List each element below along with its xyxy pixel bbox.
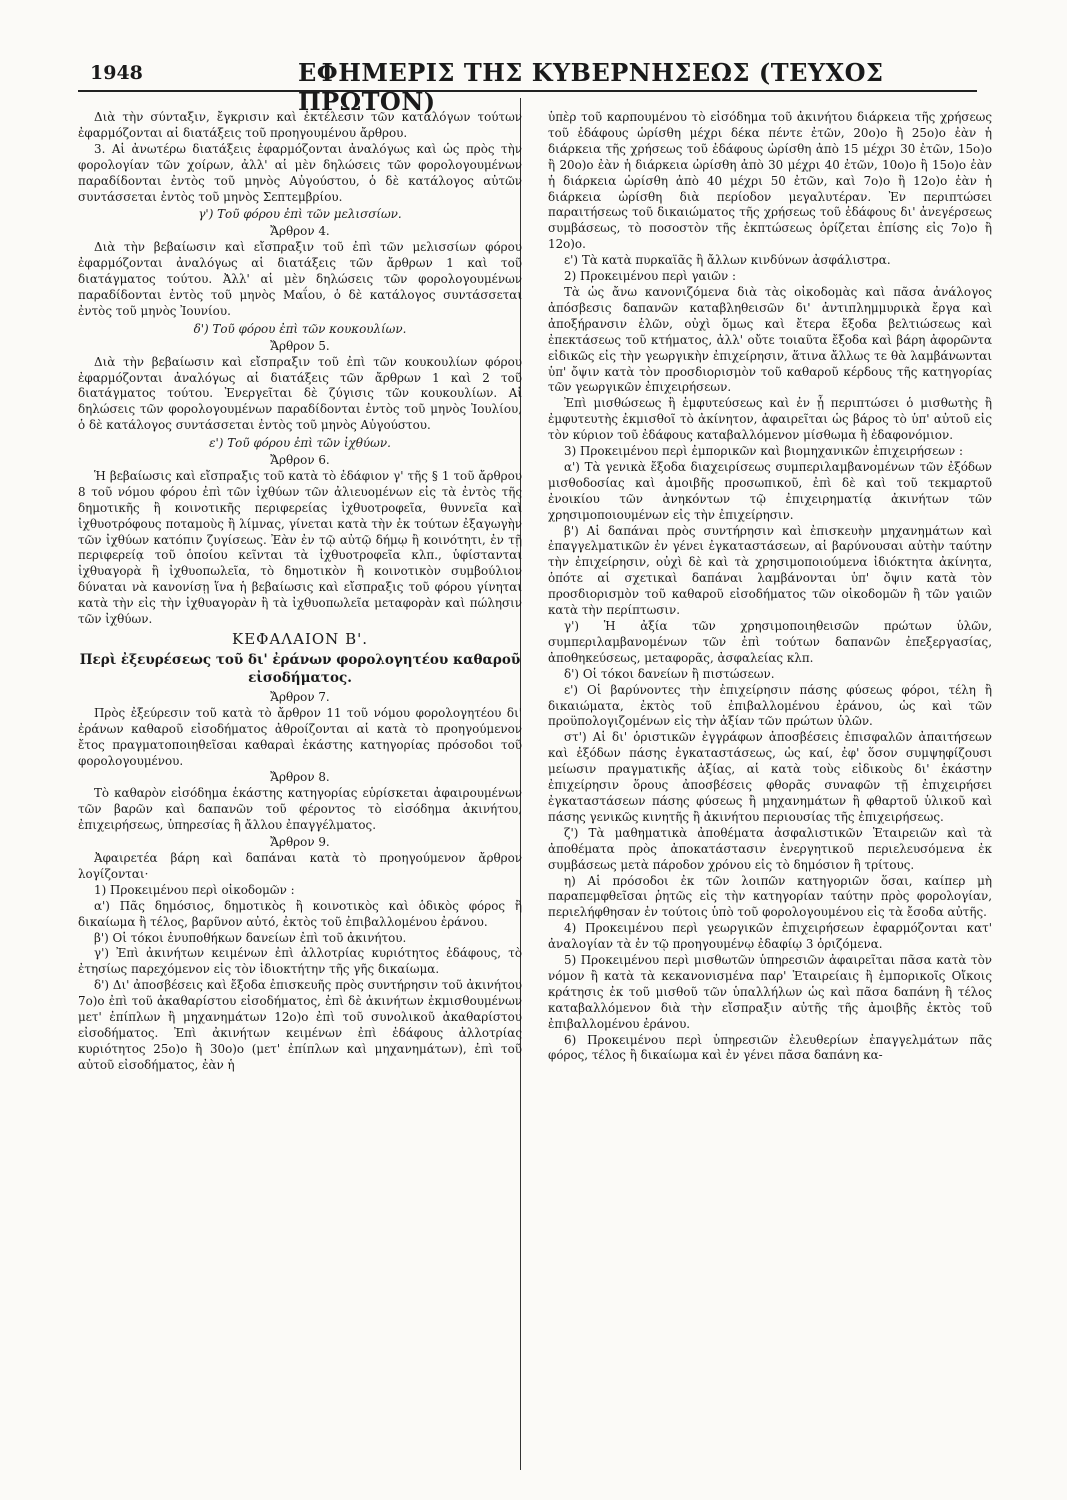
paragraph: Ἀφαιρετέα βάρη καὶ δαπάναι κατὰ τὸ προηγούμενον ἄρθρον λογίζονται·: [78, 850, 522, 881]
paragraph: ὑπὲρ τοῦ καρπουμένου τὸ εἰσόδημα τοῦ ἀκινήτου διάρκεια τῆς χρήσεως τοῦ ἐδάφους ὡρίσθη μέχρι δέκα πέντε ἐτῶν, 20ο)ο ἢ 25ο)ο ἐὰν ἡ διάρκεια τῆς χρήσεως τοῦ ἐδάφους ὡρίσθη ἀπὸ 15 μέχρι 30 ἐτῶν, 15ο)ο ἢ 20ο)ο ἐὰν ἡ διάρκεια ὡρίσθη ἀπὸ 30 μέχρι 40 ἐτῶν, 10ο)ο ἢ 15ο)ο ἐὰν ἡ διάρκεια ὡρίσθη ἀπὸ 40 μέχρι 50 ἐτῶν, καὶ 7ο)ο ἢ 12ο)ο ἐὰν ἡ διάρκεια ὡρίσθη διὰ περίοδον μεγαλυτέραν. Ἐν περιπτώσει παραιτήσεως τοῦ δικαιώματος τῆς χρήσεως τοῦ ἐδάφους δι' ἀνεγέρσεως συμβάσεως, τὸ ποσοστὸν τῆς ἐκπτώσεως ὁρίζεται ἐπίσης εἰς 7ο)ο ἢ 12ο)ο.: [548, 110, 992, 252]
paragraph: Τὸ καθαρὸν εἰσόδημα ἑκάστης κατηγορίας εὑρίσκεται ἀφαιρουμένων τῶν βαρῶν καὶ δαπανῶν τοῦ φέροντος τὸ εἰσόδημα ἀκινήτου, ἐπιχειρήσεως, ὑπηρεσίας ἢ ἄλλου ἐπαγγέλματος.: [78, 786, 522, 833]
article-heading-7: Ἄρθρον 7.: [270, 689, 330, 704]
article-heading-5: Ἄρθρον 5.: [270, 338, 330, 353]
paragraph: 5) Προκειμένου περὶ μισθωτῶν ὑπηρεσιῶν ἀφαιρεῖται πᾶσα κατὰ τὸν νόμον ἢ κατὰ τὰ κεκανονισμένα παρ' Ἑταιρείαις ἢ ἐμπορικοῖς Οἴκοις κράτησις ἐκ τοῦ μισθοῦ τῶν ὑπαλλήλων ὡς καὶ πᾶσα δαπάνη ἢ τέλος καταβαλλόμενον διὰ τὴν εἴσπραξιν αὐτῆς τῆς ἀμοιβῆς ἐκτὸς τοῦ ἐπιβαλλομένου ἐράνου.: [548, 953, 992, 1031]
paragraph: Διὰ τὴν σύνταξιν, ἔγκρισιν καὶ ἐκτέλεσιν τῶν καταλόγων τούτων ἐφαρμόζονται αἱ διατάξεις τοῦ προηγουμένου ἄρθρου.: [78, 110, 522, 140]
chapter-subtitle: Περὶ ἐξευρέσεως τοῦ δι' ἐράνων φορολογητέου καθαροῦ εἰσοδήματος.: [79, 651, 521, 686]
paragraph: δ') Δι' ἀποσβέσεις καὶ ἔξοδα ἐπισκευῆς πρὸς συντήρησιν τοῦ ἀκινήτου 7ο)ο ἐπὶ τοῦ ἀκαθαρίστου εἰσοδήματος, ἐπὶ δὲ ἀκινήτων ἐκμισθουμένων μετ' ἐπίπλων ἢ μηχανημάτων 12ο)ο ἐπὶ τοῦ συνολικοῦ ἀκαθαρίστου εἰσοδήματος. Ἐπὶ ἀκινήτων κειμένων ἐπὶ ἐδάφους ἀλλοτρίας κυριότητος 25ο)ο ἢ 30ο)ο (μετ' ἐπίπλων καὶ μηχανημάτων), ἐπὶ τοῦ αὐτοῦ εἰσοδήματος, ἐὰν ἡ: [78, 978, 522, 1072]
article-heading-4: Ἄρθρον 4.: [270, 224, 330, 239]
paragraph: ε') Τὰ κατὰ πυρκαϊᾶς ἢ ἄλλων κινδύνων ἀσφάλιστρα.: [564, 253, 891, 268]
paragraph: α') Πᾶς δημόσιος, δημοτικὸς ἢ κοινοτικὸς καὶ ὁδικὸς φόρος ἢ δικαίωμα ἢ τέλος, βαρῦνον αὐτό, ἐκτὸς τοῦ ἐπιβαλλομένου ἐράνου.: [78, 898, 522, 929]
paragraph: 1) Προκειμένου περὶ οἰκοδομῶν :: [94, 882, 295, 897]
paragraph: 3. Αἱ ἀνωτέρω διατάξεις ἐφαρμόζονται ἀναλόγως καὶ ὡς πρὸς τὴν φορολογίαν τῶν χοίρων, ἀλλ' αἱ μὲν δηλώσεις τῶν φορολογουμένων παραδίδονται ἐντὸς τοῦ μηνὸς Αὐγούστου, ὁ δὲ κατάλογος αὐτῶν συντάσσεται ἐντὸς τοῦ μηνὸς Σεπτεμβρίου.: [78, 141, 522, 204]
chapter-heading: ΚΕΦΑΛΑΙΟΝ Β'.: [232, 630, 368, 648]
paragraph: στ') Αἱ δι' ὁριστικῶν ἐγγράφων ἀποσβέσεις ἐπισφαλῶν ἀπαιτήσεων καὶ ἐξόδων πάσης ἐγκαταστάσεως, ὡς καί, ἐφ' ὅσον συμψηφίζουσι μείωσιν πραγματικῆς ἀξίας, αἱ κατὰ τοὺς εἰδικοὺς δι' ἑκάστην ἐπιχείρησιν ὅρους ἀποσβέσεις φθορᾶς συναφῶν τῇ ἐπιχειρήσει ἐγκαταστάσεων πάσης φύσεως ἢ μηχανημάτων ἢ φθαρτοῦ ὑλικοῦ καὶ πάσης γενικῶς κινητῆς ἢ ἀκινήτου περιουσίας τῆς ἐπιχειρήσεως.: [548, 730, 992, 824]
paragraph: Πρὸς ἐξεύρεσιν τοῦ κατὰ τὸ ἄρθρον 11 τοῦ νόμου φορολογητέου δι' ἐράνων καθαροῦ εἰσοδήματος ἀθροίζονται αἱ κατὰ τὸ προηγούμενον ἔτος πραγματοποιηθεῖσαι καθαραὶ ἑκάστης κατηγορίας πρόσοδοι τοῦ φορολογουμένου.: [78, 705, 522, 768]
paragraph: Διὰ τὴν βεβαίωσιν καὶ εἴσπραξιν τοῦ ἐπὶ τῶν κουκουλίων φόρου ἐφαρμόζονται ἀναλόγως αἱ διατάξεις τῶν ἄρθρων 1 καὶ 2 τοῦ διατάγματος τούτου. Ἐνεργεῖται δὲ ζύγισις τῶν κουκουλίων. Αἱ δηλώσεις τῶν φορολογουμένων παραδίδονται ἐντὸς τοῦ μηνὸς Ἰουλίου, ὁ δὲ κατάλογος συντάσσεται ἐντὸς τοῦ μηνὸς Αὐγούστου.: [78, 354, 522, 433]
running-title: ΕΦΗΜΕΡΙΣ ΤΗΣ ΚΥΒΕΡΝΗΣΕΩΣ (ΤΕΥΧΟΣ ΠΡΩΤΟΝ): [298, 58, 884, 116]
left-column: [78, 110, 522, 1476]
paragraph: Διὰ τὴν βεβαίωσιν καὶ εἴσπραξιν τοῦ ἐπὶ τῶν μελισσίων φόρου ἐφαρμόζονται ἀναλόγως αἱ διατάξεις τῶν ἄρθρων 1 καὶ τοῦ διατάγματος τούτου. Ἀλλ' αἱ μὲν δηλώσεις τῶν φορολογουμένων παραδίδονται ἐντὸς τοῦ μηνὸς Μαΐου, ὁ δὲ κατάλογος συντάσσεται ἐντὸς τοῦ μηνὸς Ἰουνίου.: [78, 240, 522, 318]
paragraph: β') Αἱ δαπάναι πρὸς συντήρησιν καὶ ἐπισκευὴν μηχανημάτων καὶ ἐπαγγελματικῶν ἐν γένει ἐγκαταστάσεων, αἱ βαρύνουσαι αὐτὴν ταύτην τὴν ἐπιχείρησιν, οὐχὶ δὲ καὶ τὰ χρησιμοποιούμενα ἰδιόκτητα ἀκίνητα, ὁπότε αἱ σχετικαὶ δαπάναι λαμβάνονται ὑπ' ὄψιν κατὰ τὸν προσδιορισμὸν τοῦ καθαροῦ εἰσοδήματος τῶν οἰκοδομῶν ἢ τῶν γαιῶν κατὰ τὴν περίπτωσιν.: [548, 523, 992, 618]
paragraph: δ') Οἱ τόκοι δανείων ἢ πιστώσεων.: [564, 666, 775, 681]
paragraph: ε') Οἱ βαρύνοντες τὴν ἐπιχείρησιν πάσης φύσεως φόροι, τέλη ἢ δικαιώματα, ἐκτὸς τοῦ ἐπιβαλλομένου ἐράνου, ὡς καὶ τῶν προϋπολογιζομένων εἰς τὴν ἀξίαν τῶν πρώτων ὑλῶν.: [548, 682, 992, 729]
paragraph: ζ') Τὰ μαθηματικὰ ἀποθέματα ἀσφαλιστικῶν Ἑταιρειῶν καὶ τὰ ἀποθέματα πρὸς ἀποκατάστασιν ἐνεργητικοῦ περιελευσόμενα ἐκ συμβάσεως μετὰ πάροδον χρόνου εἰς τὸ δημόσιον ἢ τρίτους.: [548, 825, 992, 872]
paragraph: γ') Ἡ ἀξία τῶν χρησιμοποιηθεισῶν πρώτων ὑλῶν, συμπεριλαμβανομένων τῶν ἐπὶ τούτων δαπανῶν ἐπεξεργασίας, ἀποθηκεύσεως, μεταφορᾶς, ἀσφαλείας κλπ.: [548, 619, 992, 665]
paragraph: γ') Ἐπὶ ἀκινήτων κειμένων ἐπὶ ἀλλοτρίας κυριότητος ἐδάφους, τὸ ἐτησίως παρεχόμενον εἰς τὸν ἰδιοκτήτην τῆς γῆς δικαίωμα.: [78, 946, 522, 977]
article-heading-9: Ἄρθρον 9.: [270, 835, 330, 850]
right-column: [548, 110, 992, 1476]
section-heading-delta: δ') Τοῦ φόρου ἐπὶ τῶν κουκουλίων.: [193, 321, 407, 336]
paragraph: Ἐπὶ μισθώσεως ἢ ἐμφυτεύσεως καὶ ἐν ᾗ περιπτώσει ὁ μισθωτὴς ἢ ἐμφυτευτὴς ἐκμισθοῖ τὸ ἀκίνητον, ἀφαιρεῖται ὡς βάρος τὸ ὑπ' αὐτοῦ εἰς τὸν κύριον τοῦ ἐδάφους καταβαλλόμενον μίσθωμα ἢ ἐδαφονόμιον.: [548, 396, 992, 443]
article-heading-8: Ἄρθρον 8.: [270, 770, 330, 785]
paragraph: β') Οἱ τόκοι ἐνυποθήκων δανείων ἐπὶ τοῦ ἀκινήτου.: [94, 930, 407, 945]
paragraph: Ἡ βεβαίωσις καὶ εἴσπραξις τοῦ κατὰ τὸ ἐδάφιον γ' τῆς § 1 τοῦ ἄρθρου 8 τοῦ νόμου φόρου ἐπὶ τῶν ἰχθύων τῶν ἀλιευομένων εἰς τὰ ἐντὸς τῆς δημοτικῆς ἢ κοινοτικῆς περιφερείας ἰχθυοτροφεῖα, θυννεῖα καὶ ἰχθυοτρόφους ποταμοὺς ἢ λίμνας, γίνεται κατὰ τὴν ἐκ τούτων ἐξαγωγὴν τῶν ἰχθύων κατόπιν ζυγίσεως. Ἐὰν ἐν τῷ αὐτῷ δήμῳ ἢ κοινότητι, ἐν τῇ περιφερείᾳ τοῦ ὁποίου κεῖνται τὰ ἰχθυοτροφεῖα κλπ., ὑφίστανται ἰχθυαγορὰ ἢ ἰχθυοπωλεῖα, τὸ δημοτικὸν ἢ κοινοτικὸν συμβούλιον δύναται νὰ κανονίσῃ ἵνα ἡ βεβαίωσις καὶ εἴσπραξις τοῦ φόρου γίνηται κατὰ τὴν εἰς τὴν ἰχθυαγορὰν ἢ τὰ ἰχθυοπωλεῖα μεταφορὰν καὶ πώλησιν τῶν ἰχθύων.: [78, 468, 522, 627]
article-heading-6: Ἄρθρον 6.: [270, 453, 330, 468]
paragraph: 4) Προκειμένου περὶ γεωργικῶν ἐπιχειρήσεων ἐφαρμόζονται κατ' ἀναλογίαν τὰ ἐν τῷ προηγουμένῳ ἐδαφίῳ 3 ὁριζόμενα.: [548, 921, 992, 952]
paragraph: η) Αἱ πρόσοδοι ἐκ τῶν λοιπῶν κατηγοριῶν ὅσαι, καίπερ μὴ παραπεμφθεῖσαι ῥητῶς εἰς τὴν κατηγορίαν ταύτην πρὸς φορολογίαν, περιελήφθησαν ἐν τούτοις ὑπὸ τοῦ φορολογουμένου εἰς τὰ ἔσοδα αὐτῆς.: [548, 873, 992, 920]
header-rule: [78, 90, 977, 92]
page-header: [38, 0, 1022, 116]
text-columns: [78, 110, 992, 1476]
paragraph: α') Τὰ γενικὰ ἔξοδα διαχειρίσεως συμπεριλαμβανομένων τῶν ἐξόδων μισθοδοσίας καὶ ἀμοιβῆς προσωπικοῦ, ἐπὶ δὲ καὶ τοῦ τεκμαρτοῦ ἐνοικίου τῶν ἀνηκόντων τῷ ἐπιχειρηματίᾳ ἀκινήτων τῶν χρησιμοποιουμένων εἰς τὴν ἐπιχείρησιν.: [548, 459, 992, 522]
page-number: 1948: [90, 62, 143, 84]
paragraph: 3) Προκειμένου περὶ ἐμπορικῶν καὶ βιομηχανικῶν ἐπιχειρήσεων :: [564, 444, 964, 459]
paragraph: Τὰ ὡς ἄνω κανονιζόμενα διὰ τὰς οἰκοδομὰς καὶ πᾶσα ἀνάλογος ἀπόσβεσις δαπανῶν καταβληθεισῶν δι' ἀντιπλημμυρικὰ ἔργα καὶ ἀποξήρανσιν ἑλῶν, οὐχὶ ὅμως καὶ ἔτερα ἔξοδα βελτιώσεως καὶ ἐπεκτάσεως τοῦ κτήματος, ἀλλ' οὔτε τοιαῦτα ἔξοδα καὶ βάρη ἀφορῶντα εἰδικῶς εἰς τὴν γεωργικὴν ἐπιχείρησιν, ἅτινα ἄλλως τε θὰ λαμβάνωνται ὑπ' ὄψιν κατὰ τὸν προσδιορισμὸν τοῦ καθαροῦ κέρδους τῆς κατηγορίας τῶν γεωργικῶν ἐπιχειρήσεων.: [548, 284, 992, 395]
paragraph: 6) Προκειμένου περὶ ὑπηρεσιῶν ἐλευθερίων ἐπαγγελμάτων πᾶς φόρος, τέλος ἢ δικαίωμα καὶ ἐν γένει πᾶσα δαπάνη κα-: [548, 1032, 992, 1063]
paragraph: 2) Προκειμένου περὶ γαιῶν :: [564, 269, 736, 284]
section-heading-epsilon: ε') Τοῦ φόρου ἐπὶ τῶν ἰχθύων.: [209, 436, 391, 451]
section-heading-gamma: γ') Τοῦ φόρου ἐπὶ τῶν μελισσίων.: [198, 207, 402, 222]
